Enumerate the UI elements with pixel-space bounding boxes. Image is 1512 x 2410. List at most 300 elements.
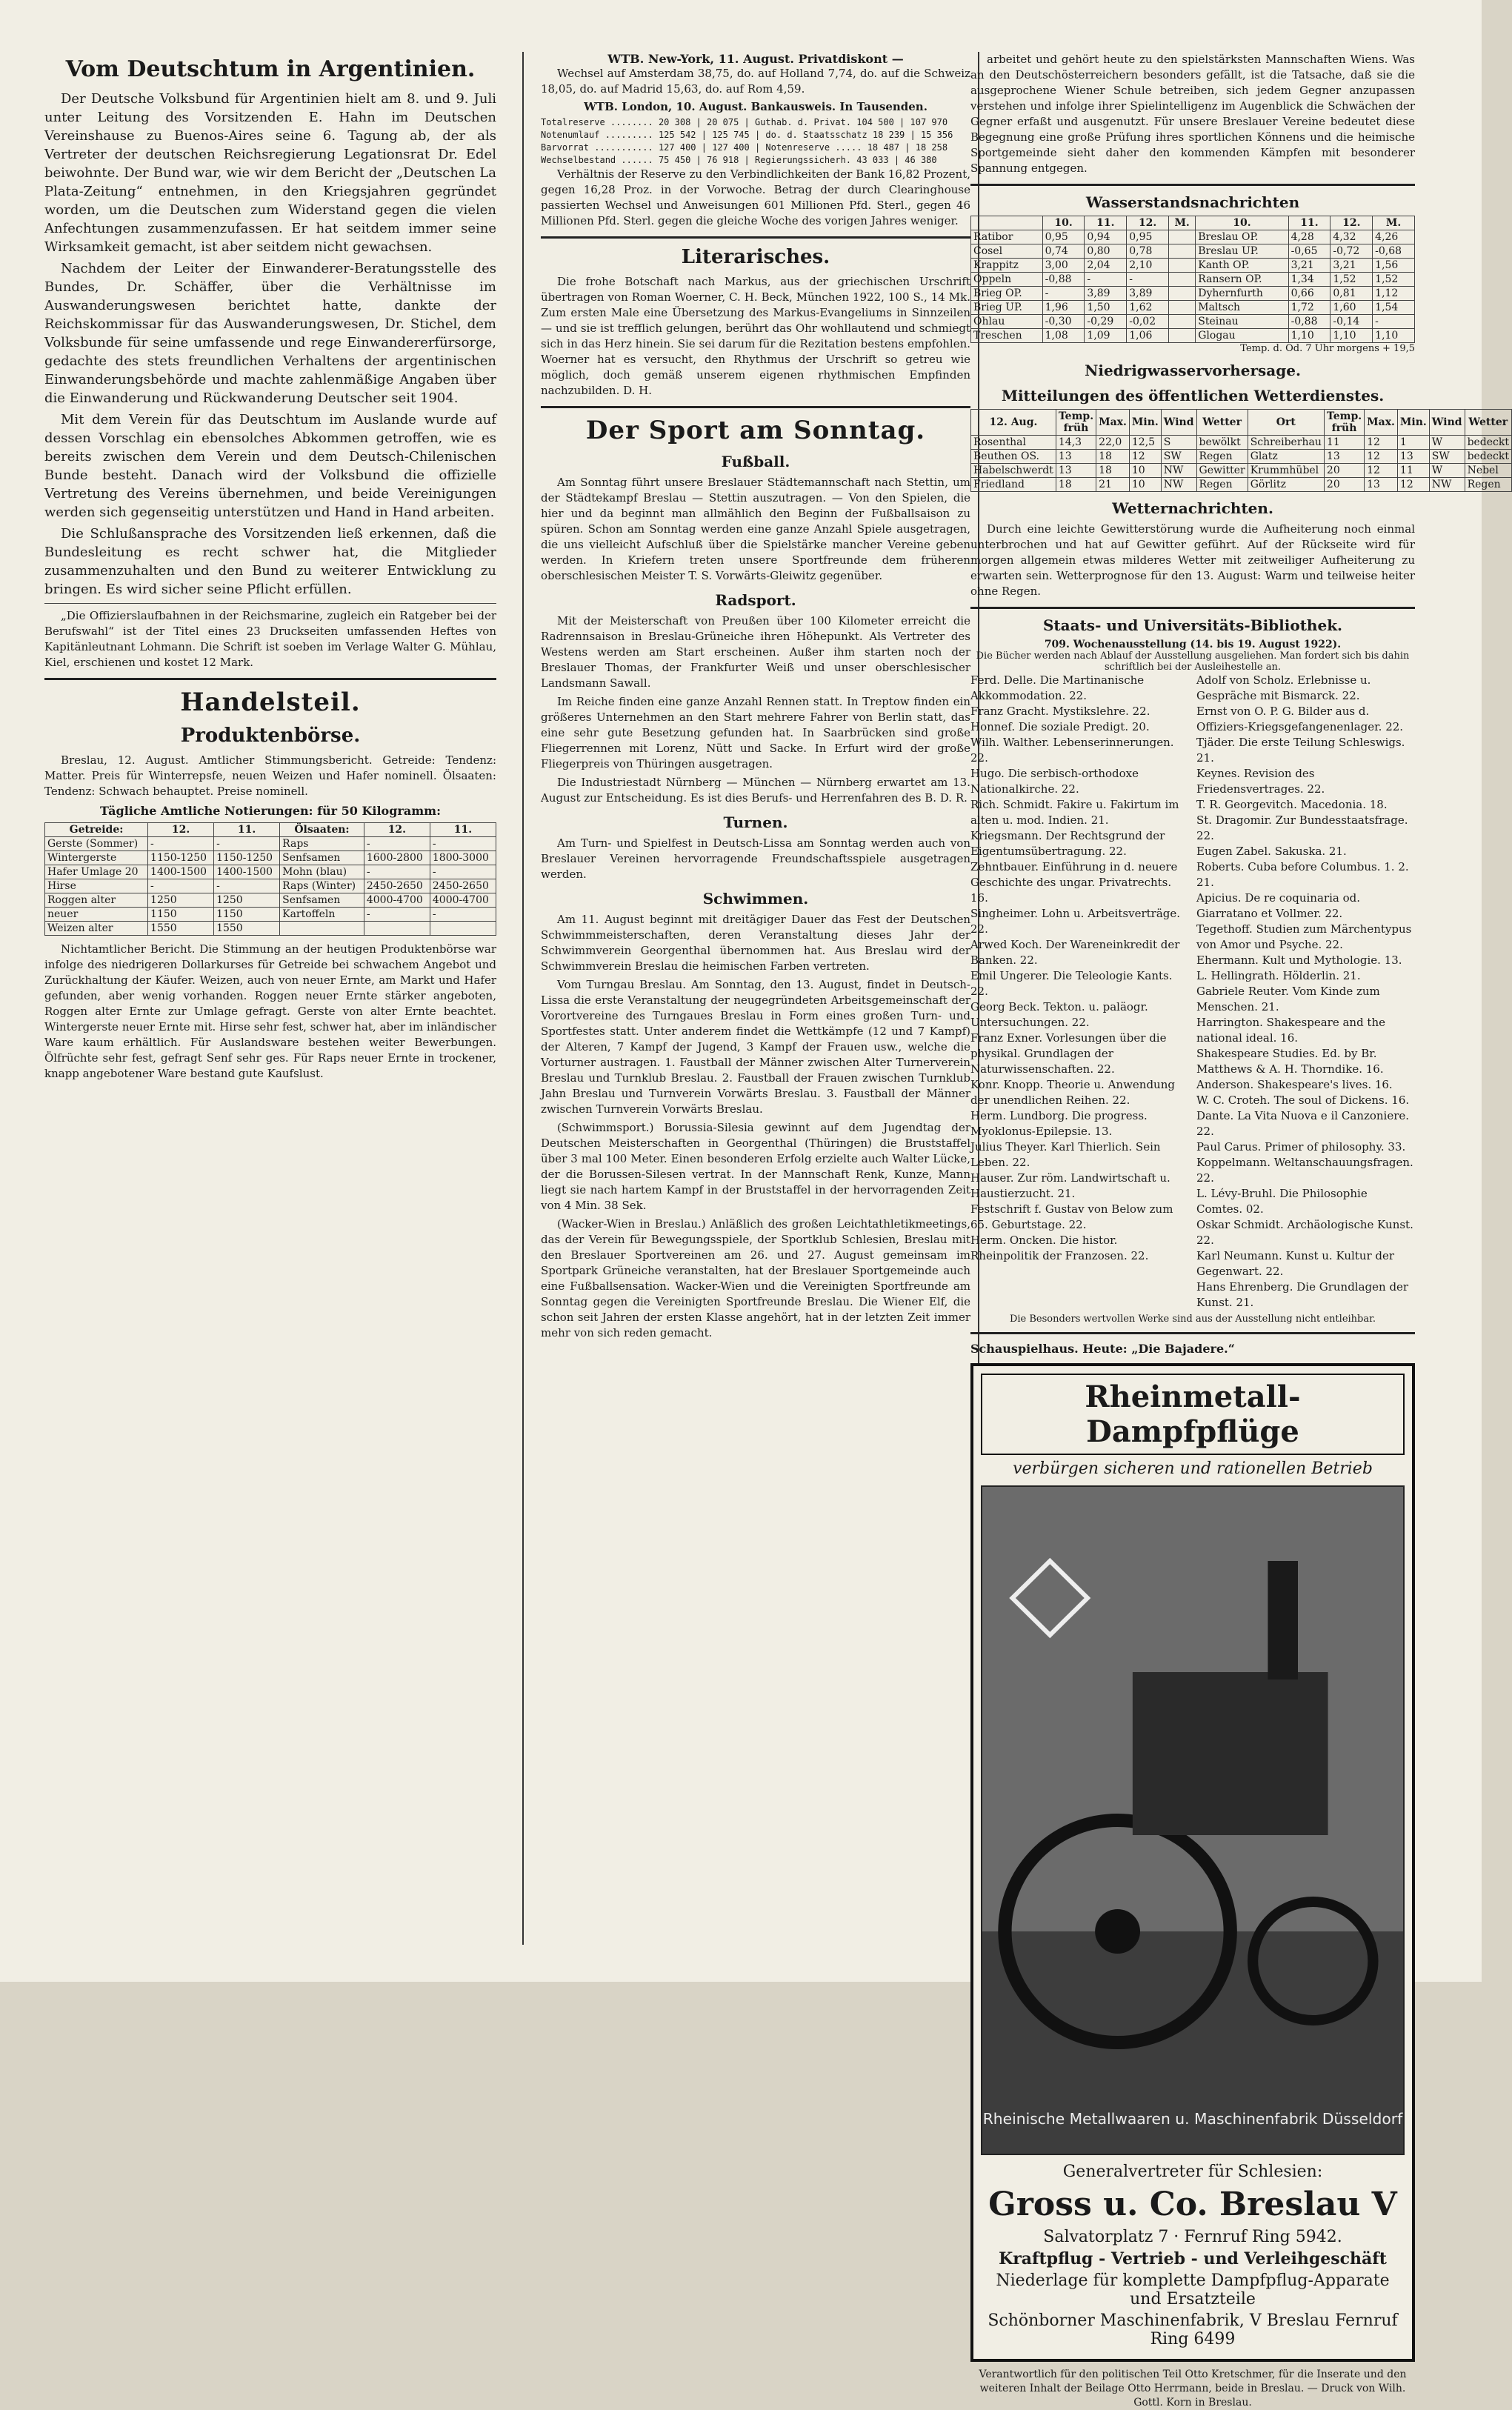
table-cell: 10 xyxy=(1129,464,1161,478)
book-entry: St. Dragomir. Zur Bundesstaatsfrage. 22. xyxy=(1196,813,1408,842)
section-title: Mitteilungen des öffentlichen Wetterdienstes. xyxy=(1001,387,1385,405)
book-entry: Ehermann. Kult und Mythologie. 13. xyxy=(1196,953,1402,967)
table-cell: Krappitz xyxy=(971,259,1043,273)
table-cell: Regen xyxy=(1196,478,1248,492)
section-title: Handelsteil. xyxy=(180,688,361,717)
bank-return xyxy=(541,116,970,167)
table-cell: 1550 xyxy=(148,922,214,936)
table-cell: Wintergerste xyxy=(45,851,148,865)
table-cell: Hirse xyxy=(45,879,148,893)
table-row xyxy=(971,450,1512,464)
table-cell: Cosel xyxy=(971,244,1043,259)
section-title: Wasserstandsnachrichten xyxy=(1085,193,1300,211)
table-cell: 1400-1500 xyxy=(148,865,214,879)
book-entry: Apicius. De re coquinaria od. Giarratano et Vollmer. 22. xyxy=(1196,891,1360,920)
book-entry: Franz Exner. Vorlesungen über die physikal. Grundlagen der Naturwissenschaften. 22. xyxy=(970,1031,1167,1076)
table-cell: NW xyxy=(1429,478,1465,492)
book-entry: L. Hellingrath. Hölderlin. 21. xyxy=(1196,969,1361,982)
subsection-title: Fußball. xyxy=(721,453,790,470)
book-entry: Kriegsmann. Der Rechtsgrund der Eigentumsübertragung. 22. xyxy=(970,829,1165,858)
ad-line: Kraftpflug - Vertrieb - und Verleihgeschäft xyxy=(999,2249,1387,2268)
table-header-cell: Wind xyxy=(1161,410,1196,436)
book-list-left xyxy=(970,673,1189,1311)
table-cell: 13 xyxy=(1324,450,1364,464)
table-cell: -0,30 xyxy=(1042,315,1085,329)
table-cell xyxy=(280,922,364,936)
water-note: Temp. d. Od. 7 Uhr morgens + 19,5 xyxy=(1240,343,1415,354)
table-row xyxy=(971,329,1415,343)
table-cell: 4,26 xyxy=(1373,230,1415,244)
book-entry: Arwed Koch. Der Wareneinkredit der Banken. 22. xyxy=(970,938,1180,967)
table-cell: 0,66 xyxy=(1288,287,1331,301)
table-cell: - xyxy=(1085,273,1127,287)
table-cell: 1,60 xyxy=(1331,301,1373,315)
table-cell: 1550 xyxy=(214,922,280,936)
table-cell: 1600-2800 xyxy=(364,851,430,865)
table-cell: - xyxy=(430,837,496,851)
table-header-cell: 12. xyxy=(1331,216,1373,230)
book-entry: Rich. Schmidt. Fakire u. Fakirtum im alten u. mod. Indien. 21. xyxy=(970,798,1179,827)
exchange-rates: Wechsel auf Amsterdam 38,75, do. auf Holland 7,74, do. auf die Schweiz 18,05, do. auf Madrid 15,63, do. auf Rom 4,59. xyxy=(541,67,970,96)
table-row xyxy=(45,908,496,922)
exchange-header: WTB. New-York, 11. August. Privatdiskont — xyxy=(607,52,904,66)
table-cell: -0,88 xyxy=(1042,273,1085,287)
table-cell: Hafer Umlage 20 xyxy=(45,865,148,879)
table-cell: 12,5 xyxy=(1129,436,1161,450)
ad-title: Rheinmetall-Dampfpflüge xyxy=(981,1374,1405,1455)
book-entry: Harrington. Shakespeare and the national ideal. 16. xyxy=(1196,1016,1385,1045)
table-cell: 0,78 xyxy=(1127,244,1169,259)
table-cell: Görlitz xyxy=(1248,478,1324,492)
table-cell: Breslau UP. xyxy=(1196,244,1288,259)
book-entry: Herm. Oncken. Die histor. Rheinpolitik der Franzosen. 22. xyxy=(970,1234,1149,1262)
ad-line: Niederlage für komplette Dampfpflug-Apparate und Ersatzteile xyxy=(996,2271,1390,2309)
book-entry: Roberts. Cuba before Columbus. 1. 2. 21. xyxy=(1196,860,1409,889)
table-cell: neuer xyxy=(45,908,148,922)
ad-line: Schönborner Maschinenfabrik, V Breslau Fernruf Ring 6499 xyxy=(988,2311,1398,2349)
table-row xyxy=(45,837,496,851)
table-cell: Maltsch xyxy=(1196,301,1288,315)
table-cell: 1150-1250 xyxy=(214,851,280,865)
ad-line: Generalvertreter für Schlesien: xyxy=(1062,2163,1323,2181)
table-cell: 0,80 xyxy=(1085,244,1127,259)
bank-row: Totalreserve ........ 20 308 | 20 075 | Guthab. d. Privat. 104 500 | 107 970 xyxy=(541,117,948,127)
table-cell: 1,10 xyxy=(1373,329,1415,343)
table-cell: 3,00 xyxy=(1042,259,1085,273)
table-cell: - xyxy=(364,837,430,851)
table-header-cell: Min. xyxy=(1129,410,1161,436)
table-cell: 12 xyxy=(1397,478,1429,492)
table-cell: 4,32 xyxy=(1331,230,1373,244)
table-cell: Mohn (blau) xyxy=(280,865,364,879)
table-cell: 1800-3000 xyxy=(430,851,496,865)
table-cell: Ratibor xyxy=(971,230,1043,244)
table-cell: 1150 xyxy=(214,908,280,922)
article-paragraph: Der Deutsche Volksbund für Argentinien hielt am 8. und 9. Juli unter Leitung des Vorsitzenden E. Hahn im Deutschen Vereinshause zu Buenos-Aires seine 6. Tagung ab, der als Vertreter der deutschen Reichsregierung Legationsrat Dr. Edel beiwohnte. Der Bund war, wie wir dem Bericht der „Deutschen La Plata-Zeitung“ entnehmen, in den Kriegsjahren gegründet worden, um die Deutschen zum Widerstand gegen die vielen Anfechtungen zusammenzufassen. Er hat seitdem immer seine Wirksamkeit gemacht, ist aber seitdem nicht gewachsen. xyxy=(44,91,496,255)
table-cell: Ransern OP. xyxy=(1196,273,1288,287)
table-cell xyxy=(1169,259,1196,273)
table-cell: 4,28 xyxy=(1288,230,1331,244)
table-cell: Regen xyxy=(1465,478,1511,492)
book-entry: Koppelmann. Weltanschauungsfragen. 22. xyxy=(1196,1156,1413,1185)
table-header-cell: Max. xyxy=(1096,410,1130,436)
sport-paragraph: Am 11. August beginnt mit dreitägiger Dauer das Fest der Deutschen Schwimmmeisterschaften, deren Veranstaltung dieses Jahr der Schwimmverein Georgenthal übernommen hat. Aus Breslau wird der Schwimmverein Breslau die heimischen Farben vertreten. xyxy=(541,913,970,973)
table-cell: Roggen alter xyxy=(45,893,148,908)
table-cell: -0,88 xyxy=(1288,315,1331,329)
table-cell: SW xyxy=(1161,450,1196,464)
table-cell: Dyhernfurth xyxy=(1196,287,1288,301)
bank-header: WTB. London, 10. August. Bankausweis. In Tausenden. xyxy=(584,100,927,113)
table-cell: Gewitter xyxy=(1196,464,1248,478)
table-cell: - xyxy=(364,865,430,879)
table-cell: 20 xyxy=(1324,478,1364,492)
table-cell: - xyxy=(430,908,496,922)
table-cell: Friedland xyxy=(971,478,1056,492)
section-title: Niedrigwasservorhersage. xyxy=(1085,362,1301,379)
table-cell xyxy=(364,922,430,936)
table-cell: Beuthen OS. xyxy=(971,450,1056,464)
table-row xyxy=(971,478,1512,492)
table-header-cell: Max. xyxy=(1365,410,1398,436)
table-header-cell: 10. xyxy=(1042,216,1085,230)
table-cell: - xyxy=(1042,287,1085,301)
table-cell: Weizen alter xyxy=(45,922,148,936)
table-cell: 1,72 xyxy=(1288,301,1331,315)
advertisement xyxy=(970,1363,1415,2362)
table-cell xyxy=(1169,230,1196,244)
table-cell: 1,09 xyxy=(1085,329,1127,343)
table-cell: 13 xyxy=(1397,450,1429,464)
table-cell: 20 xyxy=(1324,464,1364,478)
table-cell: 22,0 xyxy=(1096,436,1130,450)
section-title: Staats- und Universitäts-Bibliothek. xyxy=(1042,616,1343,634)
book-entry: Zehntbauer. Einführung in d. neuere Geschichte des ungar. Privatrechts. 16. xyxy=(970,860,1178,905)
book-entry: Tegethoff. Studien zum Märchentypus von Amor und Psyche. 22. xyxy=(1196,922,1412,951)
section-title: Literarisches. xyxy=(681,246,830,268)
table-cell: S xyxy=(1161,436,1196,450)
section-title: Wetternachrichten. xyxy=(1112,499,1273,517)
table-cell: 0,81 xyxy=(1331,287,1373,301)
table-header-cell: Wetter xyxy=(1196,410,1248,436)
section-subtitle: Produktenbörse. xyxy=(180,725,361,747)
table-cell: 1400-1500 xyxy=(214,865,280,879)
table-cell: Gerste (Sommer) xyxy=(45,837,148,851)
article-paragraph: Nachdem der Leiter der Einwanderer-Beratungsstelle des Bundes, Dr. Schäffer, über die Verhältnisse im Auswanderungswesen berichtet hatte, dankte der Reichskommissar für das Auswanderungswesen, Dr. Stichel, dem Volksbunde für seine umfassende und rege Einwandererfürsorge, gedachte des stets freundlichen Verhaltens der argentinischen Einwanderungsbehörde und machte zahlenmäßige Angaben über die Einwanderung und Rückwanderung Deutscher seit 1904. xyxy=(44,261,496,406)
book-entry: Anderson. Shakespeare's lives. 16. xyxy=(1196,1078,1393,1091)
table-cell: Kartoffeln xyxy=(280,908,364,922)
subsection-title: Radsport. xyxy=(715,591,796,609)
steam-plough-illustration xyxy=(981,1485,1405,2155)
table-cell: 14,3 xyxy=(1056,436,1096,450)
table-cell: 0,95 xyxy=(1042,230,1085,244)
table-cell: 1,96 xyxy=(1042,301,1085,315)
table-row xyxy=(971,273,1415,287)
table-cell: 13 xyxy=(1056,464,1096,478)
market-report: Nichtamtlicher Bericht. Die Stimmung an der heutigen Produktenbörse war infolge des niedrigeren Dollarkurses für Getreide bei schwachem Angebot und Zurückhaltung der Käufer. Weizen, auch von neuer Ernte, am Markt und Hafer gefunden, aber wenig vorhanden. Roggen neuer Ernte stärker angeboten, Roggen alter Ernte zur Umlage gefragt. Gerste von alter Ernte beachtet. Wintergerste neuer Ernte mit. Hirse sehr fest, schwer hat, aber im inländischer Ware kaum erhältlich. Für Auslandsware bestehen weiter Bewerbungen. Ölfrüchte sehr fest, gefragt Senf sehr ges. Für Raps neuer Ernte in trockener, knapp angebotener Ware bestand gute Kaufslust. xyxy=(44,942,496,1080)
sport-paragraph: Die Industriestadt Nürnberg — München — Nürnberg erwartet am 13. August zur Entscheidung. Es ist dies Berufs- und Herrenfahren des B. D. R. xyxy=(541,776,970,805)
table-header-cell: 10. xyxy=(1196,216,1288,230)
table-cell: Nebel xyxy=(1465,464,1511,478)
table-header-cell: Temp. früh xyxy=(1324,410,1364,436)
table-row xyxy=(971,464,1512,478)
table-cell: 1,52 xyxy=(1373,273,1415,287)
book-entry: Gabriele Reuter. Vom Kinde zum Menschen. 21. xyxy=(1196,985,1380,1013)
table-header-cell: 11. xyxy=(1085,216,1127,230)
table-cell: 1,10 xyxy=(1288,329,1331,343)
table-cell: Breslau OP. xyxy=(1196,230,1288,244)
book-entry: Julius Theyer. Karl Thierlich. Sein Leben. 22. xyxy=(970,1140,1161,1169)
table-cell: Brieg UP. xyxy=(971,301,1043,315)
divider xyxy=(541,406,970,408)
table-cell: 1,10 xyxy=(1331,329,1373,343)
table-title: Tägliche Amtliche Notierungen: für 50 Kilogramm: xyxy=(100,804,441,818)
table-header-cell: Min. xyxy=(1397,410,1429,436)
table-cell: 4000-4700 xyxy=(430,893,496,908)
table-cell: Raps (Winter) xyxy=(280,879,364,893)
theater-notice: Schauspielhaus. Heute: „Die Bajadere.“ xyxy=(970,1342,1235,1356)
water-level-table xyxy=(970,216,1415,343)
table-cell: Krummhübel xyxy=(1248,464,1324,478)
table-cell xyxy=(1169,244,1196,259)
library-footnote: Die Besonders wertvollen Werke sind aus der Ausstellung nicht entleihbar. xyxy=(1009,1314,1376,1325)
table-cell: Schreiberhau xyxy=(1248,436,1324,450)
table-cell: NW xyxy=(1161,478,1196,492)
table-cell: 21 xyxy=(1096,478,1130,492)
book-lists xyxy=(970,673,1415,1311)
table-cell: 1 xyxy=(1397,436,1429,450)
table-header-row xyxy=(971,410,1512,436)
table-cell: - xyxy=(214,879,280,893)
article-paragraph: Mit dem Verein für das Deutschtum im Auslande wurde auf dessen Vorschlag ein ebensolches Abkommen getroffen, wie es bereits zwischen dem Verein und dem Deutsch-Chilenischen Bunde besteht. Danach wird der Volksbund die offizielle Vertretung des Vereins übernehmen, und beide Vereinigungen werden sich gegenseitig unterstützen und Hand in Hand arbeiten. xyxy=(44,412,496,520)
table-cell: 1,54 xyxy=(1373,301,1415,315)
ad-address: Salvatorplatz 7 · Fernruf Ring 5942. xyxy=(1043,2228,1342,2246)
table-cell: 0,94 xyxy=(1085,230,1127,244)
table-cell xyxy=(1169,273,1196,287)
table-cell: - xyxy=(1373,315,1415,329)
book-entry: Honnef. Die soziale Predigt. 20. xyxy=(970,720,1150,733)
table-header-row xyxy=(971,216,1415,230)
sport-paragraph: Mit der Meisterschaft von Preußen über 100 Kilometer erreicht die Radrennsaison in Breslau-Grüneiche ihren Höhepunkt. Als Vertreter des Westens werden am Start erscheinen. Außer ihm starten noch der Breslauer Thomas, der Frankfurter Weiß und unser oberschlesischer Landsmann Sawall. xyxy=(541,614,970,690)
book-entry: Wilh. Walther. Lebenserinnerungen. 22. xyxy=(970,736,1174,765)
table-row xyxy=(971,287,1415,301)
table-cell: - xyxy=(148,837,214,851)
book-entry: Franz Gracht. Mystikslehre. 22. xyxy=(970,705,1150,718)
table-cell: 4000-4700 xyxy=(364,893,430,908)
book-entry: Tjäder. Die erste Teilung Schleswigs. 21. xyxy=(1196,736,1405,765)
table-cell: 3,21 xyxy=(1331,259,1373,273)
table-header-row: Getreide: 12. 11. Ölsaaten: 12. 11. xyxy=(45,823,496,837)
table-cell: 3,89 xyxy=(1085,287,1127,301)
table-cell: Ohlau xyxy=(971,315,1043,329)
review-paragraph: Die frohe Botschaft nach Markus, aus der griechischen Urschrift übertragen von Roman Woerner, C. H. Beck, München 1922, 100 S., 14 Mk. Zum ersten Male eine Übersetzung des Markus-Evangeliums in Sinnzeilen — und sie ist trefflich gelungen, berührt das Ohr wohllautend und schmiegt sich in das Herz hinein. Sie sei darum für die Rezitation bestens empfohlen. Woerner hat es versucht, den Rhythmus der Urschrift so getreu wie möglich, doch gemäß unserem eigenen rhythmischen Empfinden nachzubilden. D. H. xyxy=(541,275,970,397)
table-cell: 0,74 xyxy=(1042,244,1085,259)
sport-paragraph: Am Sonntag führt unsere Breslauer Städtemannschaft nach Stettin, um der Städtekampf Breslau — Stettin auszutragen. — Von den Spielen, die hier und da beginnt man allmählich den Beginn der Fußballsaison zu spüren. Schon am Sonntag werden eine ganze Anzahl Spiele ausgetragen, die uns vielleicht Aufschluß über die Spielstärke mancher Vereine geben werden. In Kriefern treten unsere Sportfreunde dem früheren oberschlesischen Meister T. S. Vorwärts-Gleiwitz gegenüber. xyxy=(541,476,970,582)
table-cell: Senfsamen xyxy=(280,893,364,908)
table-cell: 1150-1250 xyxy=(148,851,214,865)
table-cell: 1150 xyxy=(148,908,214,922)
table-header-cell: 12. Aug. xyxy=(971,410,1056,436)
table-cell: 1,12 xyxy=(1373,287,1415,301)
table-cell: Habelschwerdt xyxy=(971,464,1056,478)
table-cell: 1,08 xyxy=(1042,329,1085,343)
table-cell: W xyxy=(1429,464,1465,478)
table-cell: Rosenthal xyxy=(971,436,1056,450)
market-report: Breslau, 12. August. Amtlicher Stimmungsbericht. Getreide: Tendenz: Matter. Preis für Winterrepsfe, neuen Weizen und Hafer nominell. Ölsaaten: Tendenz: Schwach behauptet. Preise nominell. xyxy=(44,753,496,798)
sport-paragraph-continued: arbeitet und gehört heute zu den spielstärksten Mannschaften Wiens. Was an den Deutschösterreichern besonders gefällt, ist die Tatsache, daß sie die ausgeprochene Wiener Schule betreiben, sich jedem Gegner anzupassen verstehen und infolge ihrer Spielintelligenz im Augenblick die Schwächen der Gegner erfaßt und ausgenutzt. Für unsere Breslauer Vereine bedeutet diese Begegnung eine große Prüfung ihres sportlichen Könnens und die heimische Sportgemeinde sieht daher den kommenden Kämpfen mit besonderer Spannung entgegen. xyxy=(970,53,1415,175)
table-cell: 1,06 xyxy=(1127,329,1169,343)
table-cell: -0,29 xyxy=(1085,315,1127,329)
table-cell: 18 xyxy=(1096,450,1130,464)
table-cell: -0,65 xyxy=(1288,244,1331,259)
ad-firm: Gross u. Co. Breslau V xyxy=(988,2186,1397,2223)
weather-table xyxy=(970,409,1512,492)
divider xyxy=(970,607,1415,609)
table-cell: 1,50 xyxy=(1085,301,1127,315)
table-cell xyxy=(1169,329,1196,343)
book-entry: Eugen Zabel. Sakuska. 21. xyxy=(1196,845,1347,858)
table-cell: 0,95 xyxy=(1127,230,1169,244)
table-cell: 12 xyxy=(1129,450,1161,464)
book-entry: L. Lévy-Bruhl. Die Philosophie Comtes. 02. xyxy=(1196,1187,1368,1216)
table-cell: NW xyxy=(1161,464,1196,478)
book-entry: Festschrift f. Gustav von Below zum 65. Geburtstage. 22. xyxy=(970,1202,1173,1231)
ad-subtitle: verbürgen sicheren und rationellen Betrieb xyxy=(1013,1459,1373,1478)
book-entry: Ernst von O. P. G. Bilder aus d. Offiziers-Kriegsgefangenenlager. 22. xyxy=(1196,705,1404,733)
table-cell: 2,10 xyxy=(1127,259,1169,273)
book-entry: Karl Neumann. Kunst u. Kultur der Gegenwart. 22. xyxy=(1196,1249,1395,1278)
divider xyxy=(44,678,496,680)
table-cell: Oppeln xyxy=(971,273,1043,287)
table-header-cell: Ort xyxy=(1248,410,1324,436)
table-cell: 18 xyxy=(1096,464,1130,478)
book-entry: Hugo. Die serbisch-orthodoxe Nationalkirche. 22. xyxy=(970,767,1139,796)
book-entry: Herm. Lundborg. Die progress. Myoklonus-Epilepsie. 13. xyxy=(970,1109,1148,1138)
table-header-cell: M. xyxy=(1169,216,1196,230)
table-cell: bewölkt xyxy=(1196,436,1248,450)
notice-paragraph: „Die Offizierslaufbahnen in der Reichsmarine, zugleich ein Ratgeber bei der Berufswahl“ ist der Titel eines 23 Druckseiten umfassenden Heftes von Kapitänleutnant Lohmann. Die Schrift ist soeben im Verlage Walter G. Mühlau, Kiel, erschienen und kostet 12 Mark. xyxy=(44,609,496,669)
table-cell xyxy=(1169,287,1196,301)
table-row xyxy=(971,259,1415,273)
table-cell: - xyxy=(364,908,430,922)
table-cell: 3,21 xyxy=(1288,259,1331,273)
sport-paragraph: Vom Turngau Breslau. Am Sonntag, den 13. August, findet in Deutsch-Lissa die erste Veranstaltung der neugegründeten Arbeitsgemeinschaft der Vorortvereine des Turngaues Breslau in Form eines großen Turn- und Sportfestes statt. Unter anderem findet die Wettkämpfe (12 und 7 Kampf) der Alteren, 7 Kampf der Jugend, 3 Kampf der Frauen usw., welche die Vorturner austragen. 1. Faustball der Männer zwischen Alter Turnerverein Breslau und Turnklub Breslau. 2. Faustball der Frauen zwischen Turnklub Jahn Breslau und Turnverein Vorwärts Breslau. 3. Faustball der Männer zwischen Turnverein Vorwärts Breslau. xyxy=(541,978,970,1116)
table-row xyxy=(45,922,496,936)
table-cell: 11 xyxy=(1324,436,1364,450)
column-middle xyxy=(541,52,970,1945)
book-entry: Hans Ehrenberg. Die Grundlagen der Kunst. 21. xyxy=(1196,1280,1409,1309)
book-entry: Paul Carus. Primer of philosophy. 33. xyxy=(1196,1140,1406,1154)
bank-row: Notenumlauf ......... 125 542 | 125 745 | do. d. Staatsschatz 18 239 | 15 356 xyxy=(541,130,953,140)
weather-text: Durch eine leichte Gewitterstörung wurde die Aufheiterung noch einmal unterbrochen und hat auf Gewitter geführt. Auf der Rückseite wird für morgen allgemein etwas milderes Wetter mit zeitweiliger Aufheiterung zu erwarten sein. Wetterprognose für den 13. August: Warm und teilweise heiter ohne Regen. xyxy=(970,522,1415,598)
book-entry: Shakespeare Studies. Ed. by Br. Matthews & A. H. Thorndike. 16. xyxy=(1196,1047,1384,1076)
table-cell: 2450-2650 xyxy=(364,879,430,893)
table-row xyxy=(45,851,496,865)
table-cell: -0,02 xyxy=(1127,315,1169,329)
book-entry: W. C. Croteh. The soul of Dickens. 16. xyxy=(1196,1094,1410,1107)
imprint: Verantwortlich für den politischen Teil Otto Kretschmer, für die Inserate und den weiteren Inhalt der Beilage Otto Herrmann, beide in Breslau. — Druck von Wilh. Gottl. Korn in Breslau. xyxy=(979,2369,1407,2409)
sport-paragraph: Am Turn- und Spielfest in Deutsch-Lissa am Sonntag werden auch von Breslauer Vereinen hervorragende Freundschaftsspiele ausgetragen werden. xyxy=(541,836,970,881)
table-header-cell: M. xyxy=(1373,216,1415,230)
book-entry: Hauser. Zur röm. Landwirtschaft u. Haustierzucht. 21. xyxy=(970,1171,1170,1200)
table-cell: 18 xyxy=(1056,478,1096,492)
table-header-cell xyxy=(971,216,1043,230)
table-cell: Senfsamen xyxy=(280,851,364,865)
table-cell: - xyxy=(148,879,214,893)
sport-paragraph: (Schwimmsport.) Borussia-Silesia gewinnt auf dem Jugendtag der Deutschen Meisterschaften in Georgenthal (Thüringen) die Bruststaffel über 3 mal 100 Meter. Einen besonderen Erfolg erzielte auch Walter Lücke, der die Borussen-Silesen vertrat. In der Mannschaft Renk, Kunze, Mann liegt sie nach hartem Kampf in der Bruststaffel in der hervorragenden Zeit von 4 Min. 38 Sek. xyxy=(541,1121,970,1212)
table-cell: 3,89 xyxy=(1127,287,1169,301)
library-intro: Die Bücher werden nach Ablauf der Ausstellung ausgeliehen. Man fordert sich bis dahin schriftlich bei der Ausleihestelle an. xyxy=(976,650,1410,673)
table-row xyxy=(971,436,1512,450)
book-entry: Dante. La Vita Nuova e il Canzoniere. 22. xyxy=(1196,1109,1410,1138)
book-entry: Keynes. Revision des Friedensvertrages. 22. xyxy=(1196,767,1325,796)
subsection-title: Schwimmen. xyxy=(702,890,809,908)
table-cell: Glogau xyxy=(1196,329,1288,343)
book-entry: T. R. Georgevitch. Macedonia. 18. xyxy=(1196,798,1388,811)
table-cell: 1,62 xyxy=(1127,301,1169,315)
table-cell: 1250 xyxy=(214,893,280,908)
column-right xyxy=(970,52,1510,2409)
book-entry: Georg Beck. Tekton. u. paläogr. Untersuchungen. 22. xyxy=(970,1000,1148,1029)
bank-row: Wechselbestand ...... 75 450 | 76 918 | Regierungssicherh. 43 033 | 46 380 xyxy=(541,155,937,165)
bank-row: Barvorrat ........... 127 400 | 127 400 | Notenreserve ..... 18 487 | 18 258 xyxy=(541,142,948,153)
table-row xyxy=(971,301,1415,315)
bank-text: Verhältnis der Reserve zu den Verbindlichkeiten der Bank 16,82 Prozent, gegen 16,28 Proz. in der Vorwoche. Betrag der durch Clearinghouse passierten Wechsel und Anweisungen 601 Millionen Pfd. Sterl., gegen 46 Millionen Pfd. Sterl. gegen die gleiche Woche des vorigen Jahres weniger. xyxy=(541,167,970,227)
sport-paragraph: Im Reiche finden eine ganze Anzahl Rennen statt. In Treptow finden ein größeres Unternehmen an den Start mehrere Fahrer von Berlin statt, das eine sehr gute Besetzung gefunden hat. In Saarbrücken sind große Fliegerrennen mit Lorenz, Nütt und Sacke. In Erfurt wird der große Fliegerpreis von Thüringen ausgetragen. xyxy=(541,695,970,770)
table-cell: Steinau xyxy=(1196,315,1288,329)
table-row xyxy=(971,315,1415,329)
table-cell: bedeckt xyxy=(1465,450,1511,464)
table-cell: 2450-2650 xyxy=(430,879,496,893)
table-cell: - xyxy=(214,837,280,851)
table-cell: Raps xyxy=(280,837,364,851)
table-row xyxy=(45,879,496,893)
table-cell: 1250 xyxy=(148,893,214,908)
table-cell: -0,72 xyxy=(1331,244,1373,259)
book-entry: Singheimer. Lohn u. Arbeitsverträge. 22. xyxy=(970,907,1181,936)
column-rule xyxy=(522,52,524,1945)
table-cell: 1,52 xyxy=(1331,273,1373,287)
table-cell: - xyxy=(430,865,496,879)
book-entry: Adolf von Scholz. Erlebnisse u. Gespräche mit Bismarck. 22. xyxy=(1196,673,1371,702)
article-title: Vom Deutschtum in Argentinien. xyxy=(65,56,476,82)
book-entry: Konr. Knopp. Theorie u. Anwendung der unendlichen Reihen. 22. xyxy=(970,1078,1175,1107)
book-entry: Ferd. Delle. Die Martinanische Akkommodation. 22. xyxy=(970,673,1145,702)
table-cell xyxy=(1169,315,1196,329)
table-cell: -0,14 xyxy=(1331,315,1373,329)
table-header-cell: Wetter xyxy=(1465,410,1511,436)
table-cell: 13 xyxy=(1056,450,1096,464)
library-subtitle: 709. Wochenausstellung (14. bis 19. August 1922). xyxy=(1044,639,1342,650)
table-cell: -0,68 xyxy=(1373,244,1415,259)
table-cell: 2,04 xyxy=(1085,259,1127,273)
table-header-cell: Wind xyxy=(1429,410,1465,436)
table-row xyxy=(971,230,1415,244)
table-cell: Treschen xyxy=(971,329,1043,343)
article-paragraph: Die Schlußansprache des Vorsitzenden ließ erkennen, daß die Bundesleitung es recht schwer hat, die Mitglieder zusammenzuhalten und den Bund zu weiterer Entwicklung zu bringen. Es wird sicher seine Pflicht erfüllen. xyxy=(44,526,496,597)
table-cell: 12 xyxy=(1365,436,1398,450)
table-cell: 1,34 xyxy=(1288,273,1331,287)
svg-text:Rheinische Metallwaaren u. Mas: Rheinische Metallwaaren u. Maschinenfabrik Düsseldorf xyxy=(982,2110,1403,2128)
column-left xyxy=(44,52,496,1945)
price-table xyxy=(44,822,496,936)
book-entry: Oskar Schmidt. Archäologische Kunst. 22. xyxy=(1196,1218,1413,1247)
book-entry: Emil Ungerer. Die Teleologie Kants. 22. xyxy=(970,969,1173,998)
table-row xyxy=(971,244,1415,259)
section-title: Der Sport am Sonntag. xyxy=(585,416,926,445)
table-cell: SW xyxy=(1429,450,1465,464)
table-cell: Brieg OP. xyxy=(971,287,1043,301)
table-header-cell: 12. xyxy=(1127,216,1169,230)
